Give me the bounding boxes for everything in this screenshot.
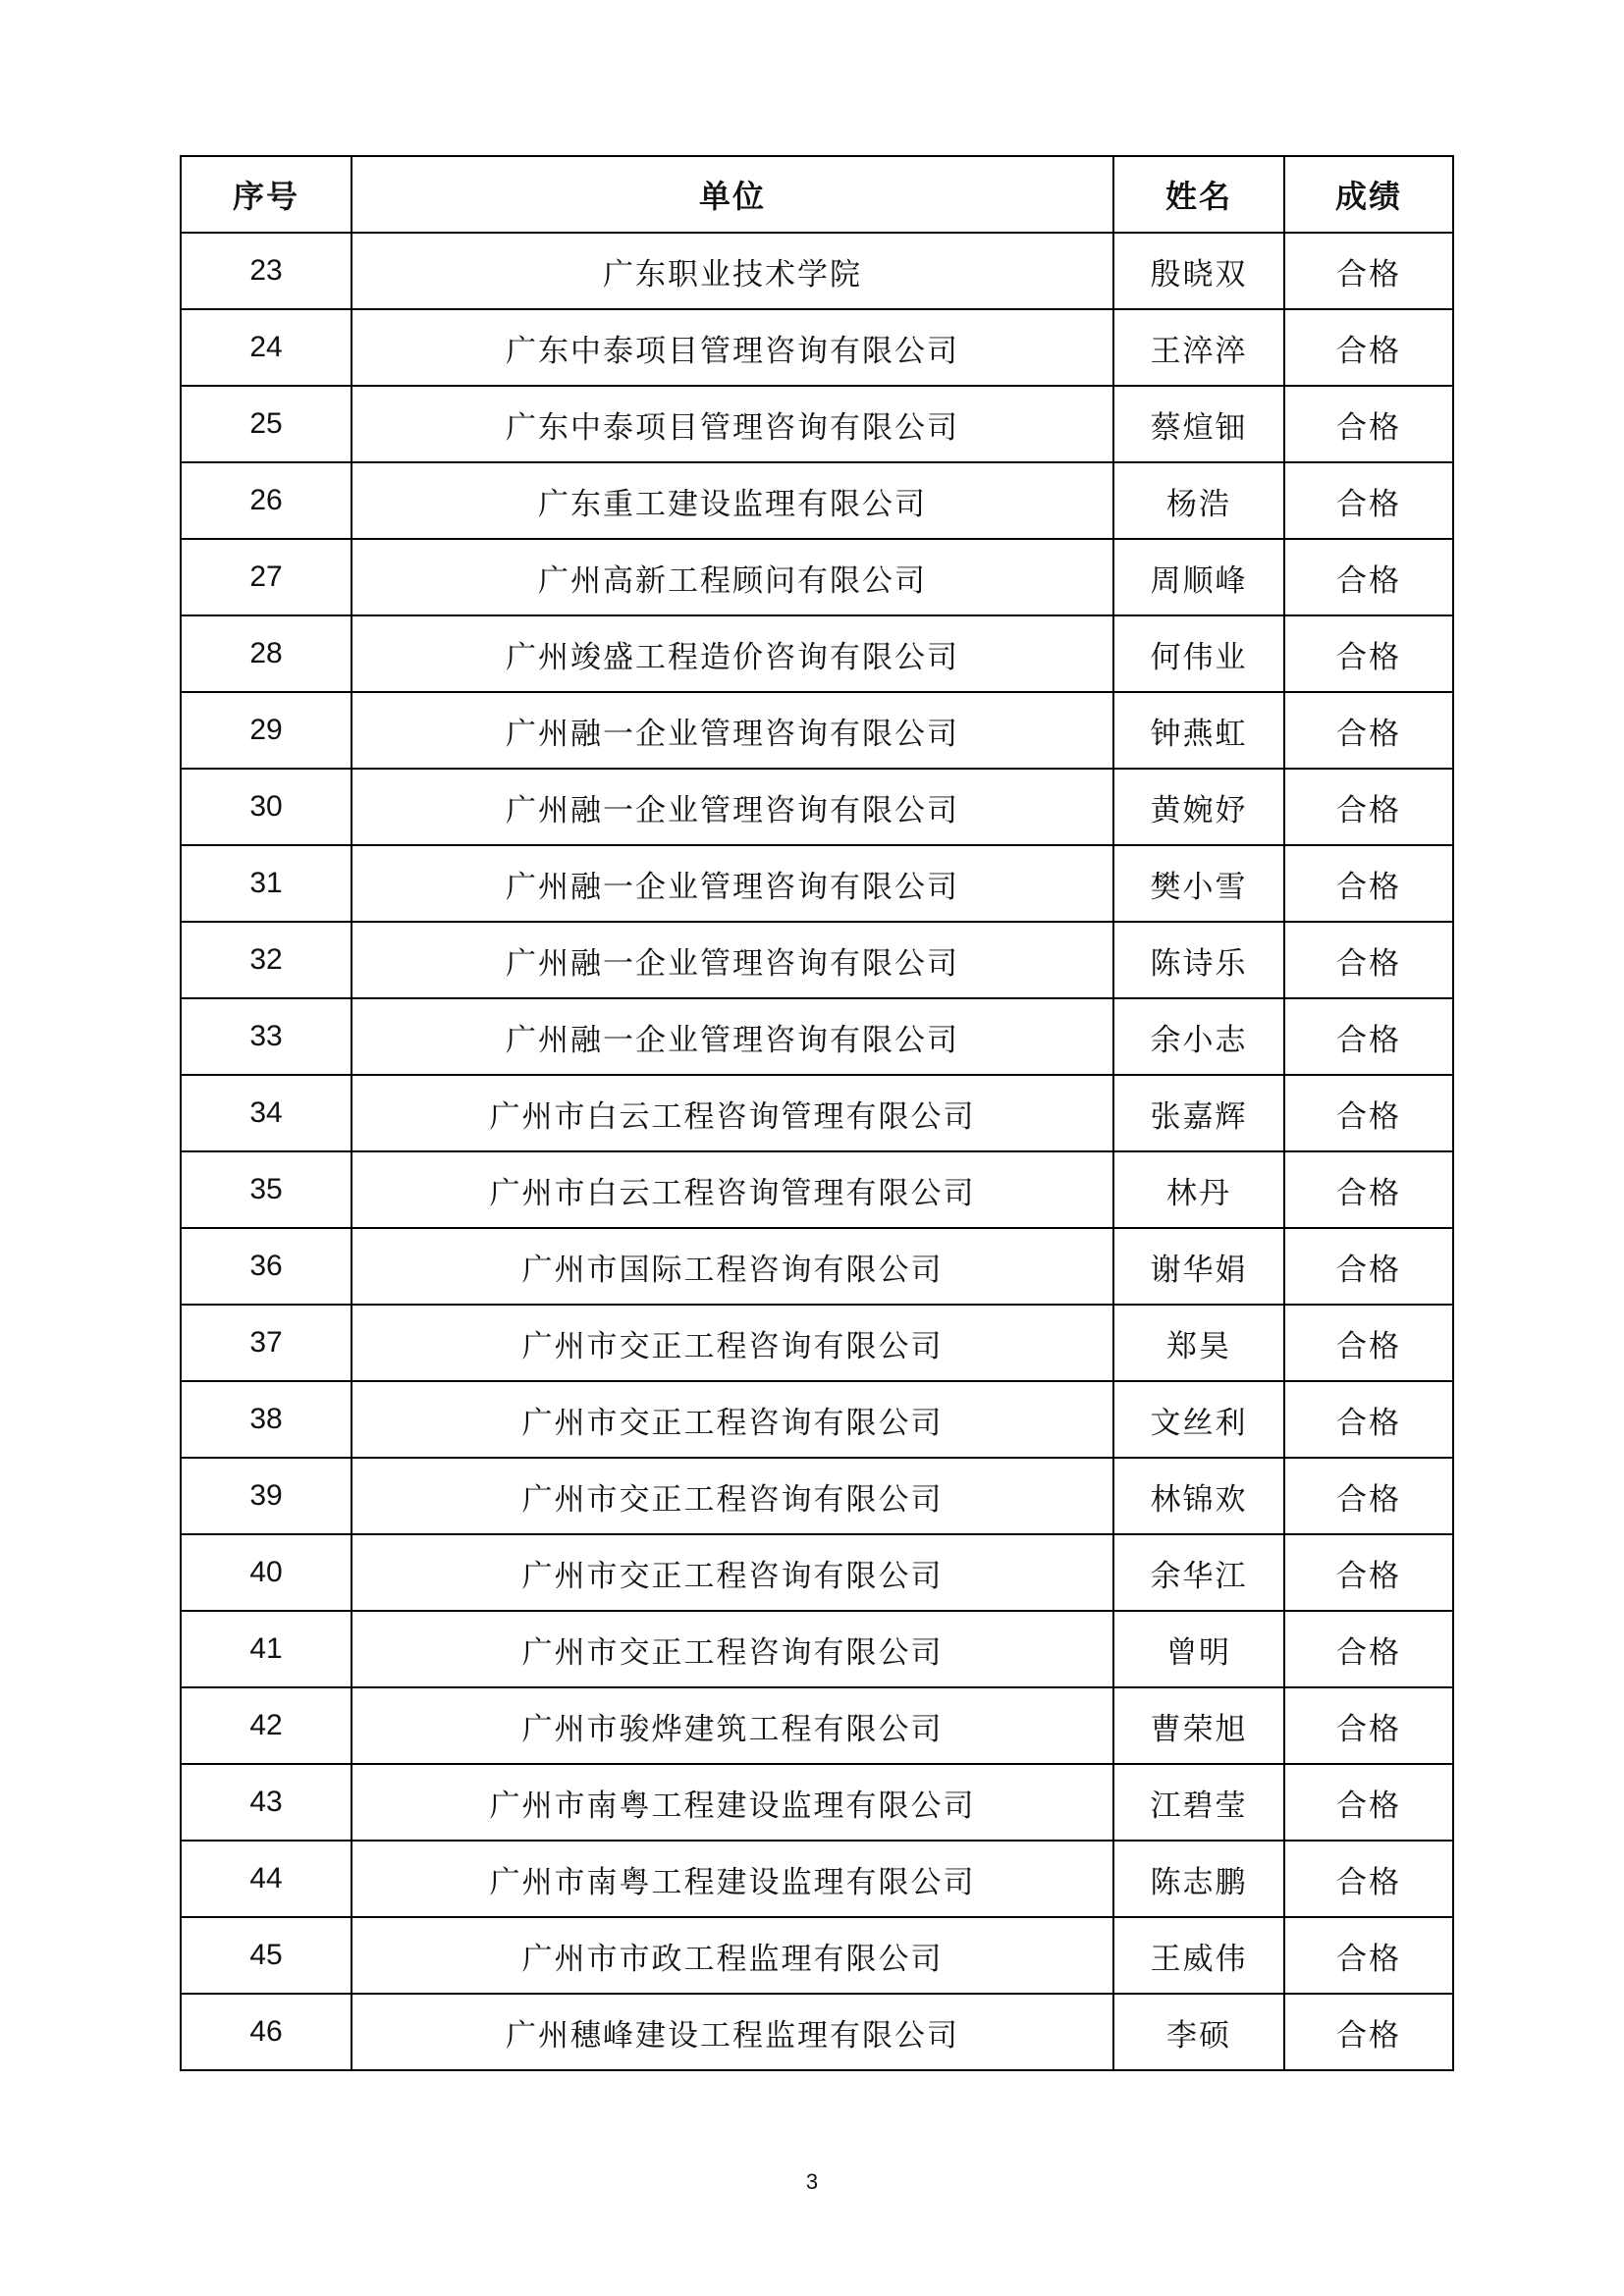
cell-seq: 31 <box>181 845 352 922</box>
table-row <box>181 845 1453 922</box>
table-row <box>181 1917 1453 1994</box>
cell-result: 合格 <box>1284 1458 1453 1534</box>
cell-unit: 广州融一企业管理咨询有限公司 <box>352 998 1113 1075</box>
cell-result: 合格 <box>1284 1228 1453 1305</box>
cell-result: 合格 <box>1284 998 1453 1075</box>
cell-seq: 39 <box>181 1458 352 1534</box>
cell-unit: 广州市交正工程咨询有限公司 <box>352 1305 1113 1381</box>
cell-seq: 36 <box>181 1228 352 1305</box>
cell-seq: 40 <box>181 1534 352 1611</box>
table-row <box>181 1458 1453 1534</box>
table-row <box>181 1151 1453 1228</box>
cell-seq: 24 <box>181 309 352 386</box>
cell-name: 林锦欢 <box>1113 1458 1284 1534</box>
cell-name: 张嘉辉 <box>1113 1075 1284 1151</box>
cell-name: 蔡煊钿 <box>1113 386 1284 462</box>
table-row <box>181 1764 1453 1841</box>
cell-seq: 44 <box>181 1841 352 1917</box>
cell-result: 合格 <box>1284 1994 1453 2070</box>
cell-result: 合格 <box>1284 1075 1453 1151</box>
cell-unit: 广州市南粤工程建设监理有限公司 <box>352 1841 1113 1917</box>
cell-seq: 43 <box>181 1764 352 1841</box>
cell-seq: 46 <box>181 1994 352 2070</box>
cell-name: 樊小雪 <box>1113 845 1284 922</box>
cell-seq: 25 <box>181 386 352 462</box>
cell-name: 李硕 <box>1113 1994 1284 2070</box>
cell-name: 林丹 <box>1113 1151 1284 1228</box>
cell-result: 合格 <box>1284 1611 1453 1687</box>
table-row <box>181 1381 1453 1458</box>
cell-seq: 28 <box>181 615 352 692</box>
cell-unit: 广州市白云工程咨询管理有限公司 <box>352 1151 1113 1228</box>
table-row <box>181 1611 1453 1687</box>
cell-name: 余小志 <box>1113 998 1284 1075</box>
cell-result: 合格 <box>1284 1151 1453 1228</box>
cell-result: 合格 <box>1284 539 1453 615</box>
cell-seq: 41 <box>181 1611 352 1687</box>
cell-result: 合格 <box>1284 1917 1453 1994</box>
cell-result: 合格 <box>1284 309 1453 386</box>
cell-seq: 42 <box>181 1687 352 1764</box>
cell-seq: 26 <box>181 462 352 539</box>
cell-name: 王威伟 <box>1113 1917 1284 1994</box>
cell-result: 合格 <box>1284 615 1453 692</box>
cell-unit: 广州融一企业管理咨询有限公司 <box>352 769 1113 845</box>
cell-unit: 广东中泰项目管理咨询有限公司 <box>352 386 1113 462</box>
cell-unit: 广州市国际工程咨询有限公司 <box>352 1228 1113 1305</box>
cell-unit: 广州市交正工程咨询有限公司 <box>352 1458 1113 1534</box>
table-body <box>181 233 1453 2070</box>
cell-unit: 广东职业技术学院 <box>352 233 1113 309</box>
cell-result: 合格 <box>1284 386 1453 462</box>
cell-result: 合格 <box>1284 462 1453 539</box>
cell-name: 江碧莹 <box>1113 1764 1284 1841</box>
table-row <box>181 1075 1453 1151</box>
cell-unit: 广州市白云工程咨询管理有限公司 <box>352 1075 1113 1151</box>
table-row <box>181 309 1453 386</box>
cell-name: 曾明 <box>1113 1611 1284 1687</box>
cell-seq: 35 <box>181 1151 352 1228</box>
cell-unit: 广州竣盛工程造价咨询有限公司 <box>352 615 1113 692</box>
table-row <box>181 615 1453 692</box>
table-row <box>181 922 1453 998</box>
header-seq: 序号 <box>181 156 352 233</box>
cell-unit: 广州融一企业管理咨询有限公司 <box>352 692 1113 769</box>
cell-name: 杨浩 <box>1113 462 1284 539</box>
cell-name: 陈诗乐 <box>1113 922 1284 998</box>
cell-seq: 45 <box>181 1917 352 1994</box>
cell-name: 文丝利 <box>1113 1381 1284 1458</box>
cell-unit: 广州市市政工程监理有限公司 <box>352 1917 1113 1994</box>
cell-name: 钟燕虹 <box>1113 692 1284 769</box>
cell-result: 合格 <box>1284 1841 1453 1917</box>
table-row <box>181 1994 1453 2070</box>
cell-result: 合格 <box>1284 1305 1453 1381</box>
cell-seq: 34 <box>181 1075 352 1151</box>
cell-unit: 广州市交正工程咨询有限公司 <box>352 1611 1113 1687</box>
table-row <box>181 769 1453 845</box>
cell-unit: 广州市南粤工程建设监理有限公司 <box>352 1764 1113 1841</box>
header-name: 姓名 <box>1113 156 1284 233</box>
cell-name: 郑昊 <box>1113 1305 1284 1381</box>
table-row <box>181 539 1453 615</box>
table-row <box>181 233 1453 309</box>
cell-seq: 23 <box>181 233 352 309</box>
cell-unit: 广东重工建设监理有限公司 <box>352 462 1113 539</box>
cell-result: 合格 <box>1284 922 1453 998</box>
table-row <box>181 1841 1453 1917</box>
cell-seq: 30 <box>181 769 352 845</box>
cell-unit: 广州高新工程顾问有限公司 <box>352 539 1113 615</box>
page-number: 3 <box>805 2169 819 2194</box>
cell-name: 曹荣旭 <box>1113 1687 1284 1764</box>
table-row <box>181 1305 1453 1381</box>
table-row <box>181 386 1453 462</box>
cell-unit: 广州市骏烨建筑工程有限公司 <box>352 1687 1113 1764</box>
cell-result: 合格 <box>1284 845 1453 922</box>
cell-result: 合格 <box>1284 1534 1453 1611</box>
cell-name: 周顺峰 <box>1113 539 1284 615</box>
cell-seq: 27 <box>181 539 352 615</box>
table-row <box>181 1534 1453 1611</box>
cell-result: 合格 <box>1284 1764 1453 1841</box>
cell-name: 谢华娟 <box>1113 1228 1284 1305</box>
cell-unit: 广州市交正工程咨询有限公司 <box>352 1381 1113 1458</box>
cell-name: 殷晓双 <box>1113 233 1284 309</box>
cell-result: 合格 <box>1284 1381 1453 1458</box>
table-header <box>181 156 1453 233</box>
cell-name: 余华江 <box>1113 1534 1284 1611</box>
cell-result: 合格 <box>1284 769 1453 845</box>
cell-unit: 广州市交正工程咨询有限公司 <box>352 1534 1113 1611</box>
cell-unit: 广州穗峰建设工程监理有限公司 <box>352 1994 1113 2070</box>
header-row <box>181 156 1453 233</box>
cell-result: 合格 <box>1284 233 1453 309</box>
table-row <box>181 692 1453 769</box>
header-unit: 单位 <box>352 156 1113 233</box>
cell-result: 合格 <box>1284 1687 1453 1764</box>
table-row <box>181 1687 1453 1764</box>
cell-seq: 33 <box>181 998 352 1075</box>
cell-unit: 广州融一企业管理咨询有限公司 <box>352 845 1113 922</box>
results-table <box>180 155 1454 2071</box>
table-row <box>181 1228 1453 1305</box>
table-row <box>181 462 1453 539</box>
cell-name: 黄婉妤 <box>1113 769 1284 845</box>
cell-unit: 广州融一企业管理咨询有限公司 <box>352 922 1113 998</box>
cell-name: 陈志鹏 <box>1113 1841 1284 1917</box>
header-result: 成绩 <box>1284 156 1453 233</box>
table-row <box>181 998 1453 1075</box>
cell-seq: 38 <box>181 1381 352 1458</box>
cell-unit: 广东中泰项目管理咨询有限公司 <box>352 309 1113 386</box>
cell-result: 合格 <box>1284 692 1453 769</box>
cell-seq: 29 <box>181 692 352 769</box>
cell-seq: 37 <box>181 1305 352 1381</box>
cell-name: 王淬淬 <box>1113 309 1284 386</box>
cell-seq: 32 <box>181 922 352 998</box>
cell-name: 何伟业 <box>1113 615 1284 692</box>
